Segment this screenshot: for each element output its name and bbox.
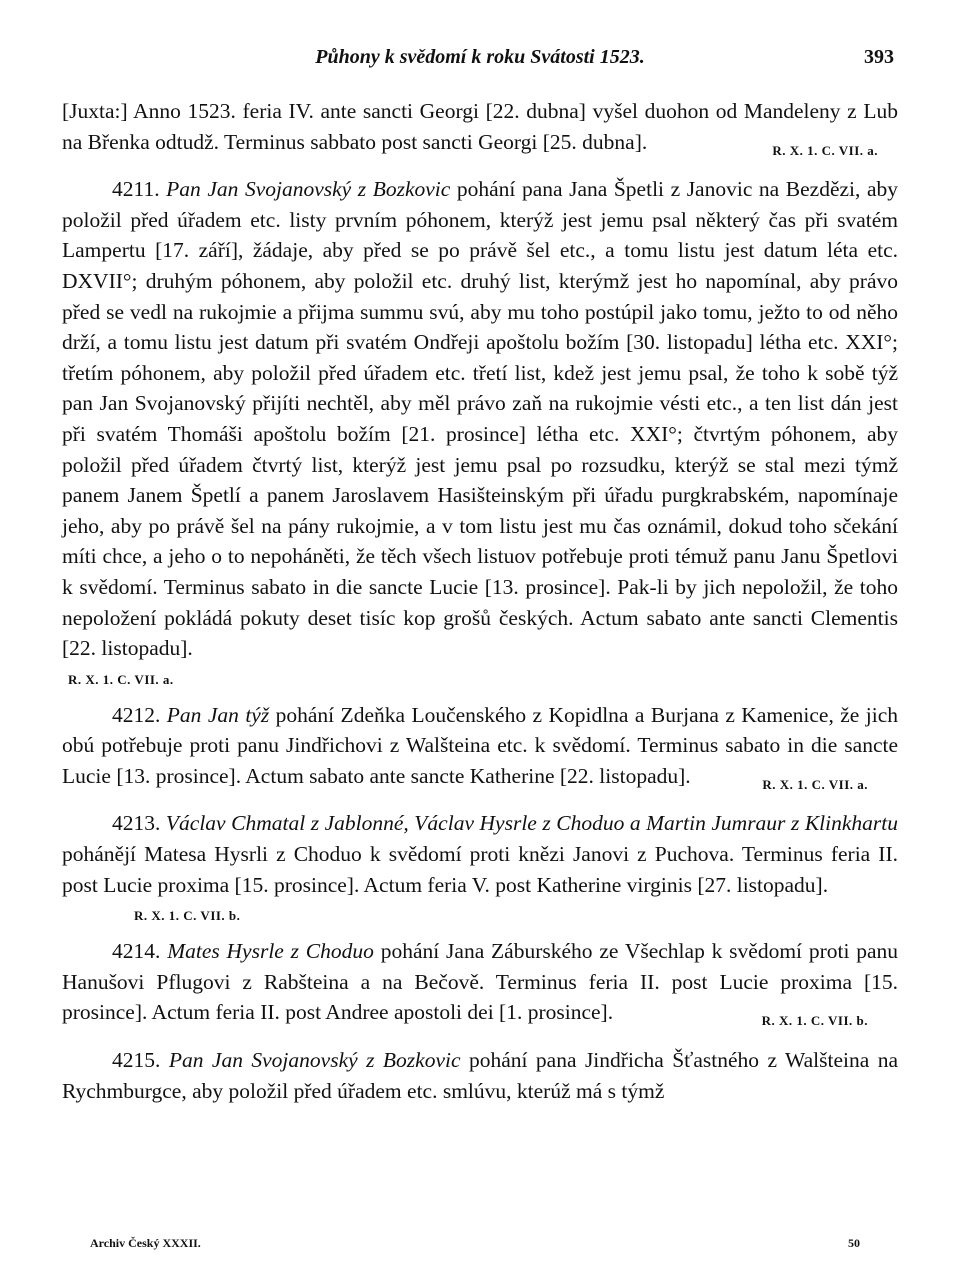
archive-signature: R. X. 1. C. VII. a. [762,776,868,792]
entry-name: Pan Jan Svojanovský z Bozkovic [168,1048,461,1073]
entry-text [62,700,898,792]
entry-body: pohání Zdeňka Loučenského z Kopidlna a Burjana z Kamenice, že jich obú potřebuje proti panu Jindřichovi z Walšteina etc. k svědomí. Terminus sabato in die sancte Lucie [13. prosince]. Actum sabato ante sancte Katherine [22. listopadu]. [62,702,898,788]
archive-signature: R. X. 1. C. VII. a. [772,142,878,158]
entry-4215 [62,1045,898,1106]
entry-number: 4215. [112,1048,161,1073]
entry-name: Pan Jan týž [166,702,270,727]
entry-juxta [62,96,898,166]
page-footer [90,1236,860,1256]
entry-text [62,96,898,157]
entry-name: Mates Hysrle z Choduo [167,939,374,964]
entry-number: 4212. [112,702,161,727]
entry-text [62,174,898,664]
archive-signature: R. X. 1. C. VII. a. [68,671,174,687]
entry-number: 4214. [112,939,161,964]
entry-body: pohání pana Jindřicha Šťastného z Walšteina na Rychmburgce, aby položil před úřadem etc. smlúvu, kterúž má s týmž [62,1048,899,1103]
body-text [62,96,898,1106]
archive-signature: R. X. 1. C. VII. b. [134,908,241,924]
entry-text [62,936,898,1028]
footer-publication: Archiv Český XXXII. [90,1236,201,1250]
entry-name: Václav Chmatal z Jablonné, Václav Hysrle z Choduo a Martin Jumraur z Klinkhartu [165,811,899,836]
entry-body: pohánějí Matesa Hysrli z Choduo k svědomí proti knězi Janovi z Puchova. Terminus feria II. post Lucie proxima [15. prosince]. Actum feria V. post Katherine virginis [27. listopadu]. [62,842,898,897]
entry-text [62,808,898,900]
entry-number: 4213. [112,811,161,836]
entry-body: pohání pana Jana Špetli z Janovic na Bezdězi, aby položil před úřadem etc. listy prvním póhonem, kterýž jest jemu psal některý čas při svatém Lampertu [17. září], žádaje, aby před se po právě šel etc., a tomu listu jest datum léta etc. DXVII°; druhým póhonem, aby položil etc. druhý list, kterýmž jest ho napomínal, aby právo před se vedl na rukojmie a přijma summu svú, aby mu toho postúpil jako tomu, ježto to od něho drží, a tomu listu jest datum při svatém Ondřeji apoštolu božím [30. listopadu] létha etc. XXI°; třetím póhonem, aby položil před úřadem etc. třetí list, kdež jest jemu psal, že toho k sobě týž pan Jan Svojanovský přijíti nechtěl, aby měl právo zaň na rukojmie vésti etc., a ten list dán jest při svatém Thomáši apoštolu božím [21. prosince] létha etc. XXI°; čtvrtým póhonem, aby položil před úřadem čtvrtý list, kterýž jest jemu psal po rozsudku, kterýž se stal mezi týmž panem Janem Špetlí a panem Jaroslavem Hasišteinským při úřadu purgkrabském, napomínaje jeho, aby po právě šel na pány rukojmie, a v tom listu jest mu čas oznámil, dokud toho sčekání míti chce, a jeho o to nepoháněti, že těch všech listuov potřebuje proti témuž panu Janu Špetlovi k svědomí. Terminus sabato in die sancte Lucie [13. prosince]. Pak-li by jich nepoložil, že toho nepoložení pokládá pokuty deset tisíc kop grošů českých. Actum sabato ante sancti Clementis [22. listopadu]. [62,177,898,661]
entry-4212 [62,700,898,801]
entry-lead: [Juxta:] Anno 1523. feria IV. ante sancti Georgi [22. dubna] vyšel duohon od Mandeleny z Lub na Břenka odtudž. Terminus sabbato post sancti Georgi [25. dubna]. [62,99,898,154]
entry-4214 [62,936,898,1037]
entry-4211 [62,174,898,688]
page-number: 393 [864,46,894,68]
entry-text [62,1045,898,1106]
entry-4213 [62,808,898,924]
archive-signature: R. X. 1. C. VII. b. [761,1013,868,1029]
running-title: Půhony k svědomí k roku Svátosti 1523. [315,46,645,68]
entry-body: pohání Jana Záburského ze Všechlap k svědomí proti panu Hanušovi Pflugovi z Rabšteina a na Bečově. Terminus feria II. post Lucie proxima [15. prosince]. Actum feria II. post Andree apostoli dei [1. prosince]. [62,939,899,1025]
page-header [62,46,898,76]
entry-name: Pan Jan Svojanovský z Bozkovic [166,177,451,202]
footer-sheet-number: 50 [848,1236,860,1250]
entry-number: 4211. [112,177,160,202]
